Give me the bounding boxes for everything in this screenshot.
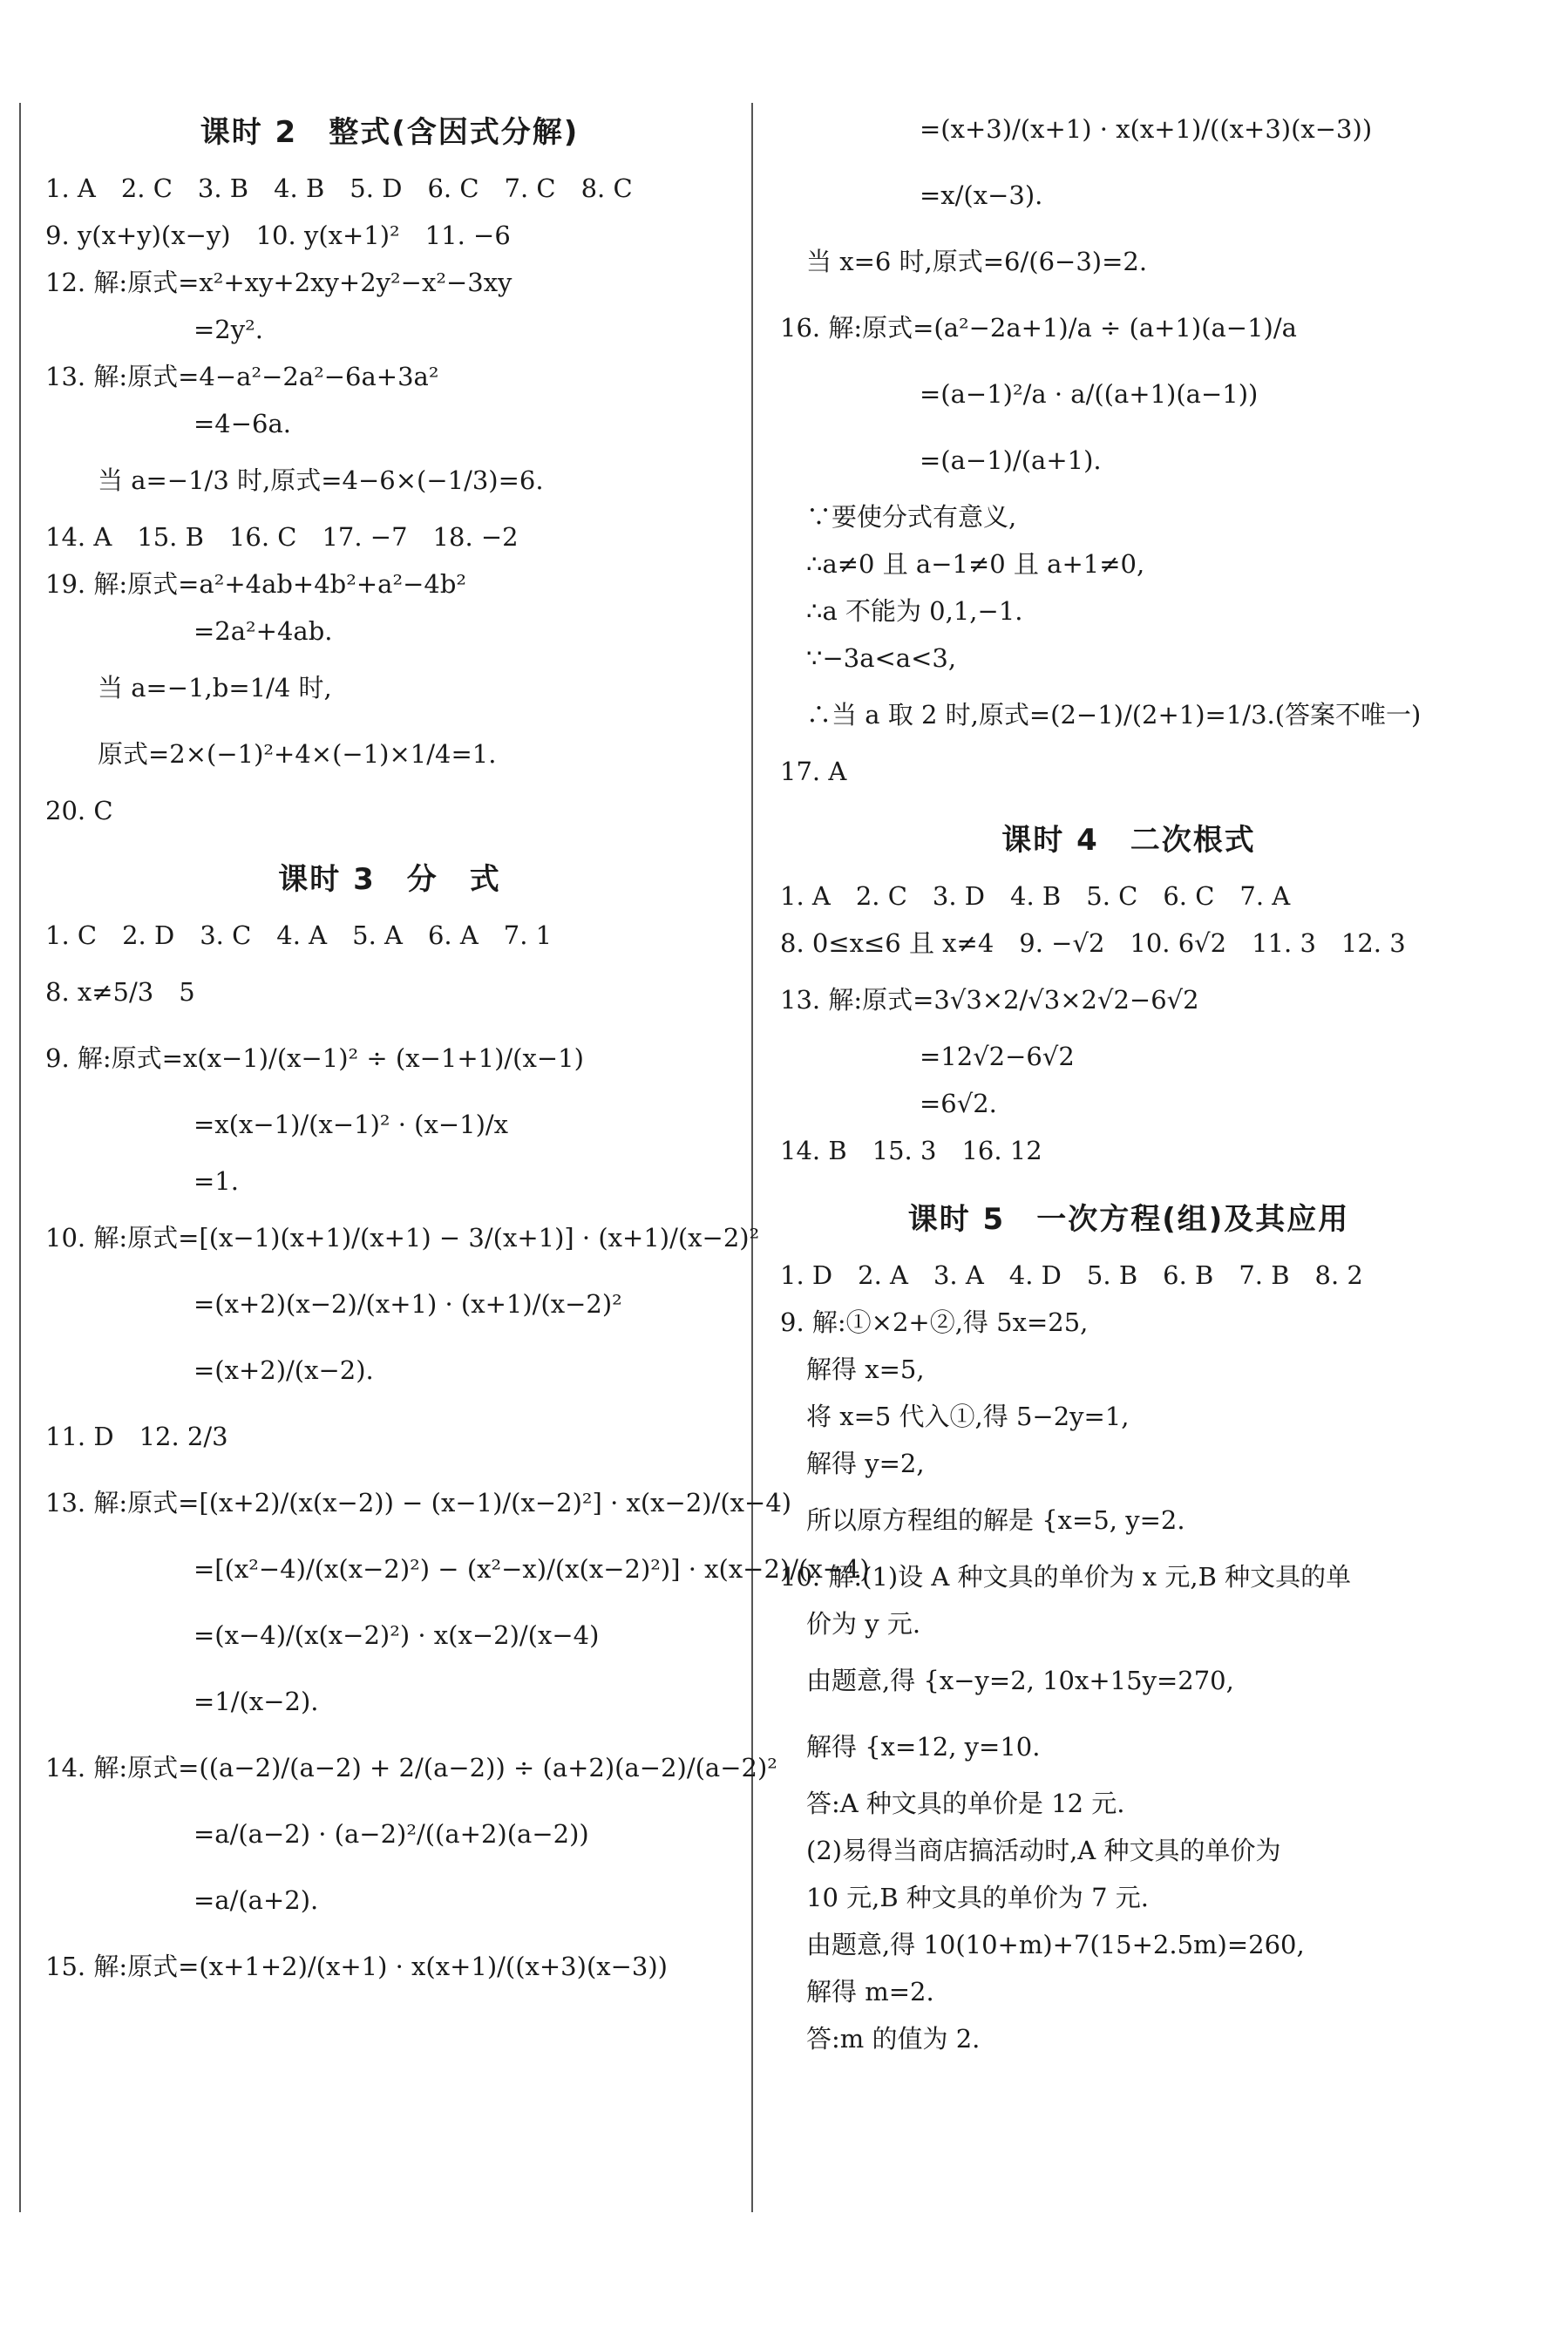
solution-line: 解得 x=5, — [806, 1355, 925, 1384]
solution-line: =4−6a. — [193, 409, 292, 438]
solution-line: 解得 m=2. — [806, 1977, 934, 2006]
solution-line: 原式=2×(−1)²+4×(−1)×1/4=1. — [98, 739, 497, 769]
section-title-4: 课时 4 二次根式 — [1001, 823, 1256, 858]
solution-line: 当 a=−1,b=1/4 时, — [98, 673, 332, 703]
section-title-3: 课时 3 分 式 — [278, 862, 501, 897]
answer-line: 14. B 15. 3 16. 12 — [780, 1136, 1042, 1165]
solution-line: 10. 解:(1)设 A 种文具的单价为 x 元,B 种文具的单 — [780, 1562, 1352, 1592]
solution-line: =(a−1)/(a+1). — [920, 445, 1102, 475]
solution-line: 由题意,得 {x−y=2, 10x+15y=270, — [806, 1666, 1234, 1695]
solution-line: 16. 解:原式=(a²−2a+1)/a ÷ (a+1)(a−1)/a — [780, 313, 1297, 343]
solution-line: 答:m 的值为 2. — [806, 2024, 981, 2054]
solution-line: 当 x=6 时,原式=6/(6−3)=2. — [806, 247, 1148, 276]
solution-line: =(x+2)/(x−2). — [193, 1355, 374, 1385]
solution-line: =x/(x−3). — [920, 180, 1043, 210]
solution-line: 9. 解:①×2+②,得 5x=25, — [780, 1307, 1089, 1337]
solution-line: 解得 {x=12, y=10. — [806, 1732, 1041, 1762]
solution-line: 价为 y 元. — [806, 1609, 921, 1639]
solution-line: 由题意,得 10(10+m)+7(15+2.5m)=260, — [806, 1930, 1305, 1959]
section-title-2: 课时 2 整式(含因式分解) — [200, 115, 580, 150]
solution-line: ∵−3a<a<3, — [806, 643, 957, 673]
column-divider — [751, 103, 753, 2212]
solution-line: 答:A 种文具的单价是 12 元. — [806, 1789, 1125, 1818]
left-margin-rule — [19, 103, 21, 2212]
answer-line: 1. D 2. A 3. A 4. D 5. B 6. B 7. B 8. 2 — [780, 1260, 1363, 1290]
solution-line: =1/(x−2). — [193, 1687, 319, 1716]
answer-line: 8. x≠5/3 5 — [45, 977, 195, 1007]
solution-line: (2)易得当商店搞活动时,A 种文具的单价为 — [806, 1836, 1281, 1865]
solution-line: 10. 解:原式=[(x−1)(x+1)/(x+1) − 3/(x+1)] · (x+1)/(x−2)² — [45, 1223, 760, 1253]
solution-line: 13. 解:原式=[(x+2)/(x(x−2)) − (x−1)/(x−2)²] · x(x−2)/(x−4) — [45, 1488, 792, 1518]
answer-line: 8. 0≤x≤6 且 x≠4 9. −√2 10. 6√2 11. 3 12. 3 — [780, 928, 1406, 958]
solution-line: =2y². — [193, 315, 263, 344]
solution-line: =a/(a−2) · (a−2)²/((a+2)(a−2)) — [193, 1819, 589, 1849]
solution-line: =6√2. — [920, 1089, 997, 1118]
solution-line: =12√2−6√2 — [920, 1042, 1075, 1071]
solution-line: =a/(a+2). — [193, 1885, 319, 1915]
answer-line: 1. C 2. D 3. C 4. A 5. A 6. A 7. 1 — [45, 920, 553, 950]
answer-line: 11. D 12. 2/3 — [45, 1422, 228, 1451]
right-column — [780, 96, 1477, 2062]
answer-line: 9. y(x+y)(x−y) 10. y(x+1)² 11. −6 — [45, 221, 511, 250]
solution-line: 14. 解:原式=((a−2)/(a−2) + 2/(a−2)) ÷ (a+2)(a−2)/(a−2)² — [45, 1753, 777, 1782]
solution-line: ∴a 不能为 0,1,−1. — [806, 596, 1023, 626]
answer-line: 1. A 2. C 3. D 4. B 5. C 6. C 7. A — [780, 881, 1291, 911]
solution-line: =[(x²−4)/(x(x−2)²) − (x²−x)/(x(x−2)²)] · x(x−2)/(x−4) — [193, 1554, 870, 1584]
solution-line: =(x+3)/(x+1) · x(x+1)/((x+3)(x−3)) — [920, 114, 1373, 144]
solution-line: ∴a≠0 且 a−1≠0 且 a+1≠0, — [806, 549, 1145, 579]
solution-line: =2a²+4ab. — [193, 616, 333, 646]
solution-line: =(x−4)/(x(x−2)²) · x(x−2)/(x−4) — [193, 1620, 600, 1650]
answer-line: 14. A 15. B 16. C 17. −7 18. −2 — [45, 522, 519, 552]
solution-line: =1. — [193, 1166, 239, 1196]
section-title-5: 课时 5 一次方程(组)及其应用 — [907, 1202, 1350, 1237]
solution-line: 13. 解:原式=4−a²−2a²−6a+3a² — [45, 362, 439, 391]
answer-line: 20. C — [45, 796, 113, 825]
solution-line: 9. 解:原式=x(x−1)/(x−1)² ÷ (x−1+1)/(x−1) — [45, 1043, 584, 1073]
solution-line: 19. 解:原式=a²+4ab+4b²+a²−4b² — [45, 569, 467, 599]
solution-line: 将 x=5 代入①,得 5−2y=1, — [806, 1402, 1130, 1431]
solution-line: 12. 解:原式=x²+xy+2xy+2y²−x²−3xy — [45, 268, 512, 297]
solution-line: 15. 解:原式=(x+1+2)/(x+1) · x(x+1)/((x+3)(x−3)) — [45, 1952, 668, 1981]
solution-line: 10 元,B 种文具的单价为 7 元. — [806, 1883, 1149, 1912]
solution-line: ∵要使分式有意义, — [806, 502, 1017, 532]
solution-line: =(a−1)²/a · a/((a+1)(a−1)) — [920, 379, 1259, 409]
answer-line: 1. A 2. C 3. B 4. B 5. D 6. C 7. C 8. C — [45, 173, 633, 203]
solution-line: ∴当 a 取 2 时,原式=(2−1)/(2+1)=1/3.(答案不唯一) — [806, 700, 1422, 730]
solution-line: 13. 解:原式=3√3×2/√3×2√2−6√2 — [780, 985, 1199, 1015]
solution-line: =(x+2)(x−2)/(x+1) · (x+1)/(x−2)² — [193, 1289, 622, 1319]
solution-line: 解得 y=2, — [806, 1449, 925, 1478]
solution-line: 所以原方程组的解是 {x=5, y=2. — [806, 1505, 1185, 1535]
solution-line: =x(x−1)/(x−1)² · (x−1)/x — [193, 1110, 509, 1139]
answer-line: 17. A — [780, 757, 847, 786]
solution-line: 当 a=−1/3 时,原式=4−6×(−1/3)=6. — [98, 465, 544, 495]
